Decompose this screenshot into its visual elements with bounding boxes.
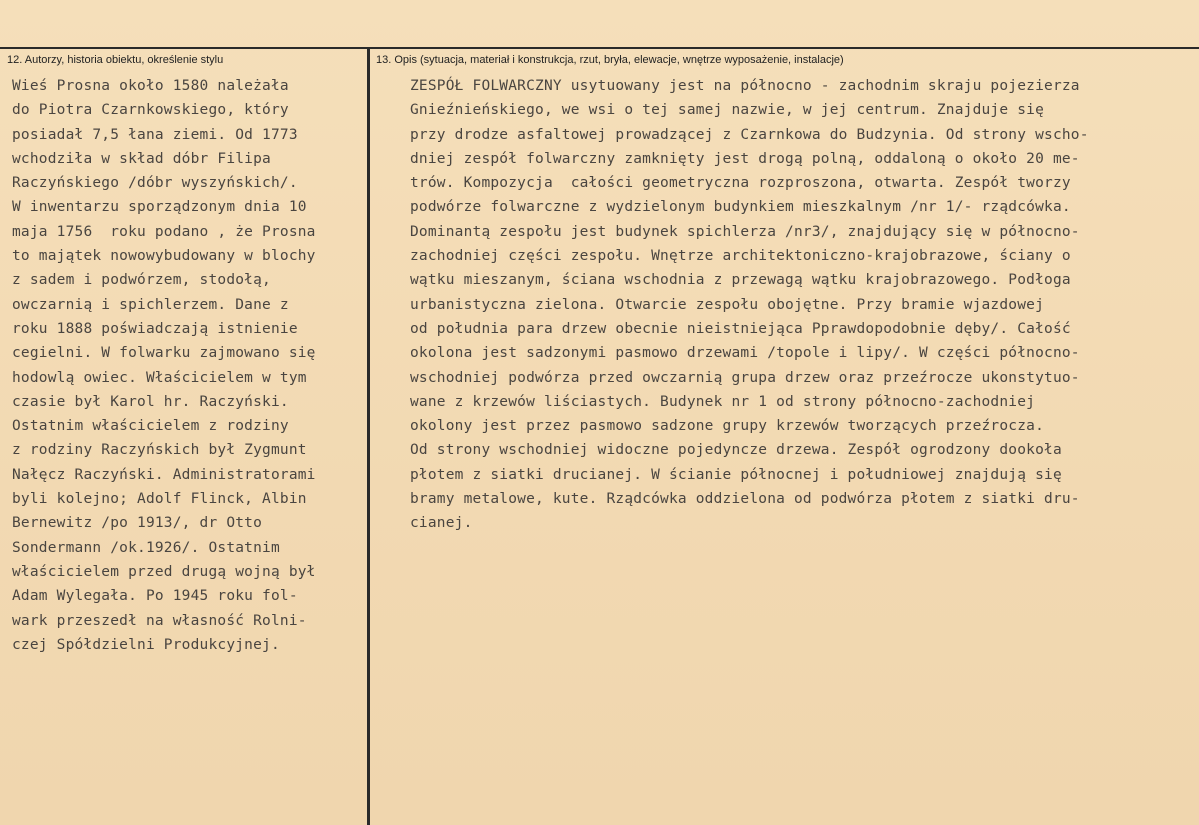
- description-line: wschodniej podwórza przed owczarnią grupa drzew oraz przeźrocze ukonstytuo-: [410, 369, 1080, 386]
- description-line: okolony jest przez pasmowo sadzone grupy krzewów tworzących przeźrocza.: [410, 418, 1045, 435]
- history-line: wchodziła w skład dóbr Filipa: [12, 150, 271, 167]
- description-line: zachodniej części zespołu. Wnętrze architektoniczno-krajobrazowe, ściany o: [410, 248, 1071, 265]
- history-line: czasie był Karol hr. Raczyński.: [12, 393, 289, 410]
- history-line: Raczyńskiego /dóbr wyszyńskich/.: [12, 175, 298, 192]
- history-line: z sadem i podwórzem, stodołą,: [12, 272, 271, 289]
- description-line: okolona jest sadzonymi pasmowo drzewami /topole i lipy/. W części północno-: [410, 345, 1080, 362]
- history-line: cegielni. W folwarku zajmowano się: [12, 345, 316, 362]
- description-line: podwórze folwarczne z wydzielonym budynkiem mieszkalnym /nr 1/- rządcówka.: [410, 199, 1071, 216]
- history-line: to majątek nowowybudowany w blochy: [12, 248, 316, 265]
- top-rule: [0, 47, 1199, 49]
- history-line: Adam Wylegała. Po 1945 roku fol-: [12, 588, 298, 605]
- history-line: roku 1888 poświadczają istnienie: [12, 320, 298, 337]
- history-line: Bernewitz /po 1913/, dr Otto: [12, 515, 263, 532]
- history-line: W inwentarzu sporządzonym dnia 10: [12, 199, 307, 216]
- history-line: hodowlą owiec. Właścicielem w tym: [12, 369, 307, 386]
- description-line: Od strony wschodniej widoczne pojedyncze drzewa. Zespół ogrodzony dookoła: [410, 442, 1062, 459]
- history-line: posiadał 7,5 łana ziemi. Od 1773: [12, 126, 298, 143]
- history-line: Nałęcz Raczyński. Administratorami: [12, 466, 316, 483]
- history-line: czej Spółdzielni Produkcyjnej.: [12, 636, 280, 653]
- description-line: Dominantą zespołu jest budynek spichlerza /nr3/, znajdujący się w północno-: [410, 223, 1080, 240]
- description-line: wątku mieszanym, ściana wschodnia z przewagą wątku krajobrazowego. Podłoga: [410, 272, 1071, 289]
- history-line: właścicielem przed drugą wojną był: [12, 563, 316, 580]
- description-line: dniej zespół folwarczny zamknięty jest drogą polną, oddaloną o około 20 me-: [410, 150, 1080, 167]
- description-line: bramy metalowe, kute. Rządcówka oddzielona od podwórza płotem z siatki dru-: [410, 491, 1080, 508]
- description-line: płotem z siatki drucianej. W ścianie północnej i południowej znajdują się: [410, 466, 1062, 483]
- column-divider: [367, 47, 370, 825]
- history-line: Sondermann /ok.1926/. Ostatnim: [12, 539, 280, 556]
- description-text-block: [410, 74, 1195, 536]
- history-line: z rodziny Raczyńskich był Zygmunt: [12, 442, 307, 459]
- description-line: wane z krzewów liściastych. Budynek nr 1 od strony północno-zachodniej: [410, 393, 1036, 410]
- history-line: Ostatnim właścicielem z rodziny: [12, 418, 289, 435]
- section-13-header: 13. Opis (sytuacja, materiał i konstrukcja, rzut, bryła, elewacje, wnętrze wyposażenie, instalacje): [376, 54, 844, 66]
- description-line: ZESPÓŁ FOLWARCZNY usytuowany jest na północno - zachodnim skraju pojezierza: [410, 78, 1080, 94]
- history-line: byli kolejno; Adolf Flinck, Albin: [12, 491, 307, 508]
- history-line: Wieś Prosna około 1580 należała: [12, 78, 289, 94]
- history-line: do Piotra Czarnkowskiego, który: [12, 102, 289, 119]
- description-line: Gnieźnieńskiego, we wsi o tej samej nazwie, w jej centrum. Znajduje się: [410, 102, 1045, 119]
- section-12-header: 12. Autorzy, historia obiektu, określenie stylu: [7, 54, 224, 66]
- description-line: cianej.: [410, 515, 473, 532]
- history-line: maja 1756 roku podano , że Prosna: [12, 223, 316, 240]
- history-line: owczarnią i spichlerzem. Dane z: [12, 296, 289, 313]
- description-line: urbanistyczna zielona. Otwarcie zespołu obojętne. Przy bramie wjazdowej: [410, 296, 1045, 313]
- description-line: trów. Kompozycja całości geometryczna rozproszona, otwarta. Zespół tworzy: [410, 175, 1071, 192]
- history-line: wark przeszedł na własność Rolni-: [12, 612, 307, 629]
- description-line: przy drodze asfaltowej prowadzącej z Czarnkowa do Budzynia. Od strony wscho-: [410, 126, 1089, 143]
- history-text-block: [12, 74, 364, 657]
- description-line: od południa para drzew obecnie nieistniejąca Pprawdopodobnie dęby/. Całość: [410, 320, 1071, 337]
